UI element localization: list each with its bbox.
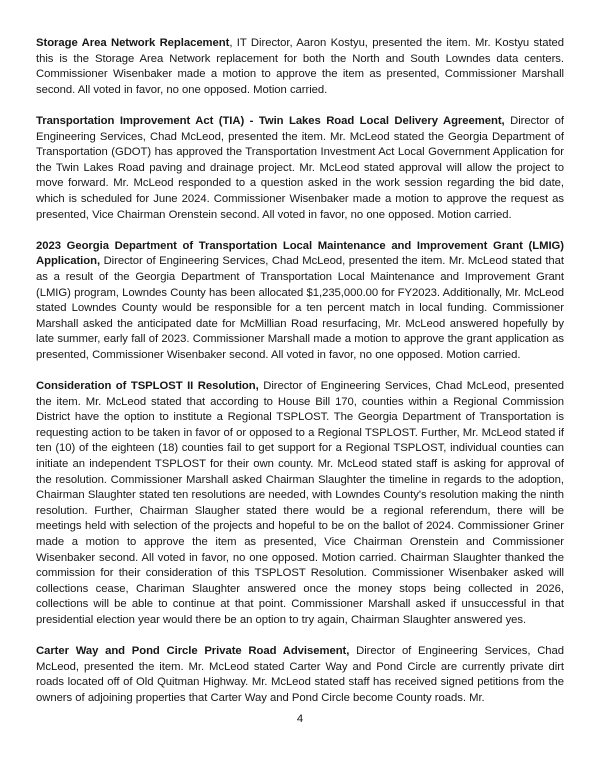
paragraph-lead-lmig-application: 2023 Georgia Department of Transportation Local Maintenance and Improvement Grant (LMIG) Application, [36,239,564,268]
paragraph-lead-carter-way-pond-circle-private-road-advisement: Carter Way and Pond Circle Private Road Advisement, [36,645,350,658]
paragraph-carter-way-pond-circle-private-road-advisement [36,644,564,706]
paragraph-body-carter-way-pond-circle-private-road-advisement: Director of Engineering Services, Chad McLeod, presented the item. Mr. McLeod stated Carter Way and Pond Circle are currently private dirt roads located off of Old Quitman Highway. Mr. McLeod stated staff has received signed petitions from the owners of adjoining properties that Carter Way and Pond Circle become County roads. Mr. [36,645,565,704]
paragraph-body-consideration-of-tsplost-ii-resolution: Director of Engineering Services, Chad McLeod, presented the item. Mr. McLeod stated that according to House Bill 170, counties within a Regional Commission District have the option to institute a Regional TSPLOST. The Georgia Department of Transportation is requesting action to be taken in favor of or opposed to a Regional TSPLOST. Further, Mr. McLeod stated if ten (10) of the eighteen (18) counties fail to get support for a Regional TSPLOST, individual counties can initiate an independent TSPLOST for their own county. Mr. McLeod stated staff is asking for approval of the resolution. Commissioner Marshall asked Chairman Slaughter the timeline in regards to the adoption, Chairman Slaughter stated ten resolutions are needed, with Lowndes County's resolution making the ninth resolution. Further, Chairman Slaugher stated there would be a regional referendum, there will be meetings held with selection of the projects and hopeful to be on the ballot of 2024. Commissioner Griner made a motion to approve the item as presented, Vice Chairman Orenstein and Commissioner Wisenbaker second. All voted in favor, no one opposed. Motion carried. Chairman Slaughter thanked the commission for their consideration of this TSPLOST Resolution. Commissioner Wisenbaker asked will collections cease, Chariman Slaughter answered once the money stops being collected in 2026, collections will be able to continue at that point. Commissioner Marshall asked if unsuccessful in that presidential election year would there be an option to try again, Chairman Slaughter answered yes. [36,380,564,626]
paragraph-lead-storage-area-network-replacement: Storage Area Network Replacement [36,37,230,49]
paragraph-body-transportation-improvement-act-tia: Director of Engineering Services, Chad McLeod, presented the item. Mr. McLeod stated the Georgia Department of Transportation (GDOT) has approved the Transportation Investment Act Local Government Application for the Twin Lakes Road paving and drainage project. Mr. McLeod stated approval will allow the project to move forward. Mr. McLeod responded to a question asked in the work session regarding the bid date, which is scheduled for June 2024. Commissioner Wisenbaker made a motion to approve the request as presented, Vice Chairman Orenstein second. All voted in favor, no one opposed. Motion carried. [36,114,565,221]
paragraph-body-lmig-application: Director of Engineering Services, Chad McLeod, presented the item. Mr. McLeod stated that as a result of the Georgia Department of Transportation Local Maintenance and Improvement Grant (LMIG) program, Lowndes County has been allocated $1,235,000.00 for FY2023. Additionally, Mr. McLeod stated Lowndes County would be responsible for a ten percent match in local funding. Commissioner Marshall asked the anticipated date for McMillian Road resurfacing, Mr. McLeod answered hopefully by late summer, early fall of 2023. Commissioner Marshall made a motion to approve the grant application as presented, Commissioner Wisenbaker second. All voted in favor, no one opposed. Motion carried. [36,255,564,361]
paragraph-lead-transportation-improvement-act-tia: Transportation Improvement Act (TIA) - Twin Lakes Road Local Delivery Agreement, [36,114,505,127]
paragraph-lead-consideration-of-tsplost-ii-resolution: Consideration of TSPLOST II Resolution, [36,380,259,393]
page-number: 4 [296,713,304,725]
paragraph-transportation-improvement-act-tia [36,114,564,223]
paragraph-lmig-application [36,239,564,364]
paragraph-consideration-of-tsplost-ii-resolution [36,379,564,629]
paragraph-body-storage-area-network-replacement: , IT Director, Aaron Kostyu, presented the item. Mr. Kostyu stated this is the Storage Area Network replacement for both the North and South Lowndes data centers. Commissioner Wisenbaker made a motion to approve the item as presented, Commissioner Marshall second. All voted in favor, no one opposed. Motion carried. [36,37,564,96]
document-body [36,36,564,707]
paragraph-storage-area-network-replacement [36,36,564,98]
